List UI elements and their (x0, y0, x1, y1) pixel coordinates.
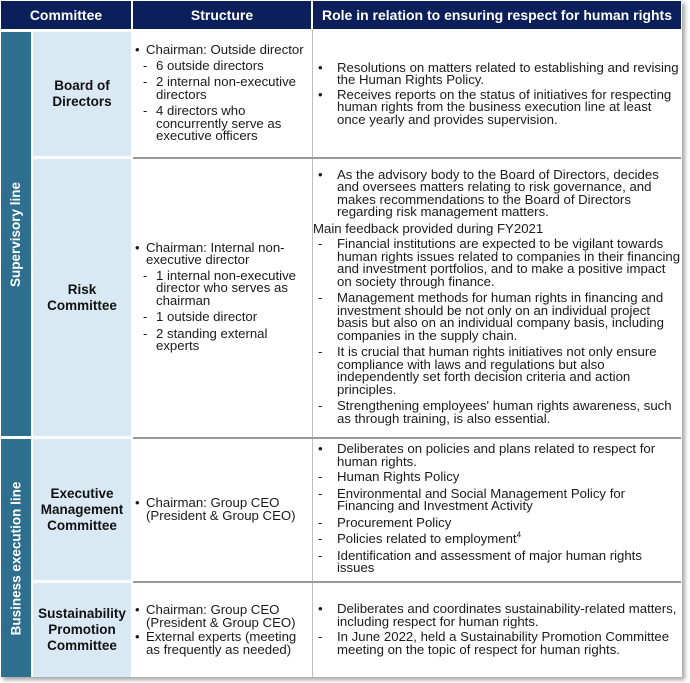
committee-name-executive: Executive Management Committee (33, 439, 131, 580)
committee-name-risk: Risk Committee (33, 159, 131, 436)
header-structure: Structure (133, 1, 311, 29)
role-risk: • As the advisory body to the Board of Directors, decides and oversees matters relating to risk governance, and makes recommendations to the Board of Directors regarding risk management matters. Main feedback provided during FY2021 - Financial institutions are expected to be vigilant towards human rights issues related to companies in their financing and investment portfolios, and to make a positive impact on society through finance. - Management methods for human rights in financing and investment should be not only on an individual project basis but also on an individual company basis, including companies in the supply chain. - It is crucial that human rights initiatives not only ensure compliance with laws and regulations but also independently set forth decision criteria and action principles. - Strengthening employees' human rights awareness, such as through training, is also essential. (313, 166, 681, 426)
structure-risk: • Chairman: Internal non-executive director - 1 internal non-executive director who serves as chairman - 1 outside director - 2 standing external experts (135, 239, 297, 353)
bullet-marker: • (135, 42, 140, 58)
group-business-execution-line: Business execution line (1, 439, 31, 677)
structure-executive: • Chairman: Group CEO (President & Group CEO) (135, 495, 296, 523)
role-board: • Resolutions on matters related to establishing and revising the Human Rights Policy. • Receives reports on the status of initiatives for respecting human rights from the business execution line at least once yearly and provides supervision. (318, 59, 679, 127)
role-sustainability: • Deliberates and coordinates sustainability-related matters, including respect for human rights. - In June 2022, held a Sustainability Promotion Committee meeting on the topic of respect for human rights. (318, 601, 677, 657)
header-committee: Committee (1, 1, 131, 29)
feedback-subheading: Main feedback provided during FY2021 (313, 220, 544, 236)
structure-sustainability: • Chairman: Group CEO (President & Group CEO) • External experts (meeting as frequently as needed) (135, 602, 297, 657)
header-role: Role in relation to ensuring respect for human rights (313, 1, 681, 29)
footnote-marker: 4 (516, 530, 522, 540)
structure-board: • Chairman: Outside director - 6 outside directors - 2 internal non-executive directors - 4 directors who concurrently serve as executive officers (135, 42, 304, 144)
committee-name-sustainability: Sustainability Promotion Committee (33, 583, 131, 677)
committee-name-board: Board of Directors (33, 32, 131, 156)
group-supervisory-line: Supervisory line (1, 32, 31, 436)
role-executive: • Deliberates on policies and plans related to respect for human rights. - Human Rights Policy - Environmental and Social Management Policy for Financing and Investment Activity - Procurement Policy - Policies related to employment$^4$ - Identification and assessment of major human rights issues (318, 441, 656, 576)
